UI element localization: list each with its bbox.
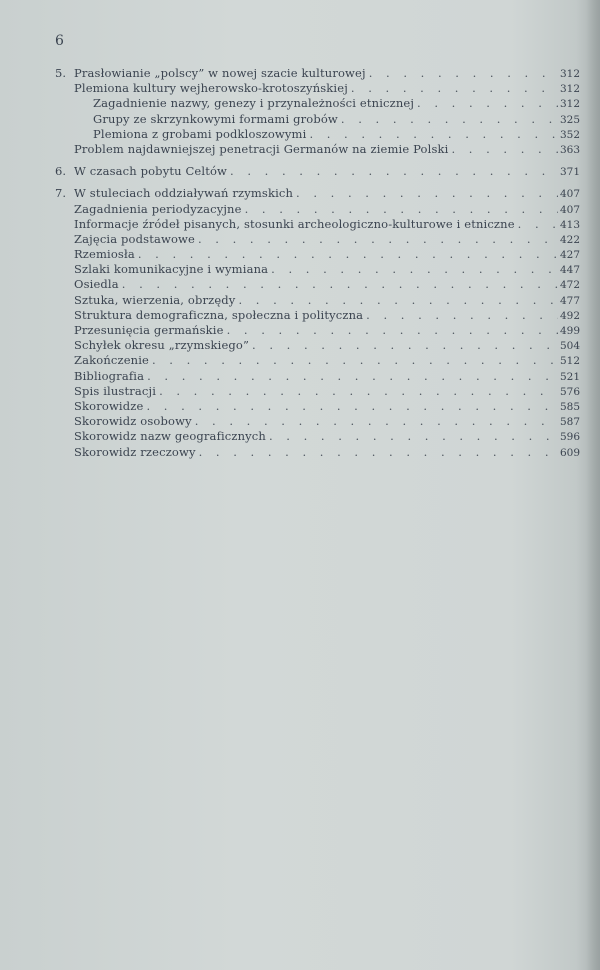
toc-entry <box>55 186 580 201</box>
toc-entry-page: 576 <box>559 385 580 398</box>
toc-leader-dots <box>348 81 558 96</box>
page-number: 6 <box>55 33 64 49</box>
toc-entry <box>55 202 580 217</box>
toc-leader-dots <box>293 186 558 201</box>
toc-entry <box>55 127 580 142</box>
toc-entry-title: Rzemiosła <box>74 247 135 262</box>
toc-leader-dots <box>135 247 558 262</box>
toc-entry-title: Sztuka, wierzenia, obrzędy <box>74 292 236 307</box>
toc-entry-page: 609 <box>559 446 580 459</box>
toc-entry-page: 407 <box>559 188 580 201</box>
toc-entry <box>55 429 580 444</box>
toc-leader-dots <box>363 308 558 323</box>
toc-entry-title: Skorowidz nazw geograficznych <box>74 429 266 444</box>
toc-leader-dots <box>448 142 558 157</box>
toc-entry <box>55 164 580 179</box>
toc-leader-dots <box>242 202 558 217</box>
toc-entry-title: Informacje źródeł pisanych, stosunki archeologiczno-kulturowe i etniczne <box>74 216 515 231</box>
toc-leader-dots <box>268 262 558 277</box>
toc-entry-title: Problem najdawniejszej penetracji Germanów na ziemie Polski <box>74 141 449 156</box>
toc-entry <box>55 217 580 232</box>
toc-entry-title: W czasach pobytu Celtów <box>74 164 228 179</box>
toc-leader-dots <box>366 66 558 81</box>
toc-entry-page: 499 <box>559 325 580 337</box>
toc-entry <box>55 353 580 368</box>
toc-entry <box>55 96 580 111</box>
binding-shadow <box>586 0 600 970</box>
toc-entry-page: 447 <box>559 264 580 277</box>
toc-entry <box>55 384 580 399</box>
toc-entry <box>55 323 580 338</box>
toc-entry-title: Zajęcia podstawowe <box>74 231 195 246</box>
toc-leader-dots <box>144 369 558 384</box>
toc-entry-page: 512 <box>559 355 580 368</box>
toc-leader-dots <box>195 232 558 247</box>
toc-entry-page: 587 <box>559 416 580 429</box>
toc-entry-title: Struktura demograficzna, społeczna i polityczna <box>74 307 364 322</box>
toc-leader-dots <box>149 353 558 368</box>
toc-entry-title: Osiedla <box>74 277 119 292</box>
toc-entry-page: 521 <box>559 370 580 383</box>
toc-entry-title: Schyłek okresu „rzymskiego” <box>74 338 250 353</box>
toc-entry-title: Plemiona kultury wejherowsko-krotoszyńskiej <box>74 81 348 96</box>
toc-leader-dots <box>414 96 558 111</box>
toc-entry-title: Grupy ze skrzynkowymi formami grobów <box>93 111 338 126</box>
toc-leader-dots <box>515 217 558 232</box>
toc-leader-dots <box>338 112 558 127</box>
toc-entry-page: 472 <box>559 279 580 292</box>
toc-entry-title: Zakończenie <box>74 353 149 368</box>
toc-entry-page: 407 <box>559 203 580 216</box>
toc-entry <box>55 308 580 323</box>
toc-entry-page: 585 <box>559 400 580 413</box>
toc-entry <box>55 369 580 384</box>
table-of-contents <box>55 66 580 460</box>
toc-entry-page: 413 <box>559 218 580 231</box>
toc-entry-title: W stuleciach oddziaływań rzymskich <box>74 186 294 201</box>
toc-entry-title: Skorowidz rzeczowy <box>74 444 196 459</box>
toc-entry <box>55 81 580 96</box>
toc-entry-title: Prasłowianie „polscy” w nowej szacie kulturowej <box>74 66 366 80</box>
toc-entry-page: 427 <box>559 249 580 262</box>
toc-entry-page: 312 <box>559 83 580 96</box>
toc-entry <box>55 232 580 247</box>
toc-entry <box>55 247 580 262</box>
toc-entry-page: 492 <box>559 309 580 322</box>
toc-entry-title: Zagadnienia periodyzacyjne <box>74 201 242 216</box>
toc-leader-dots <box>266 429 558 444</box>
toc-leader-dots <box>156 384 558 399</box>
toc-entry <box>55 66 580 81</box>
toc-entry-page: 596 <box>559 431 580 444</box>
toc-entry-title: Skorowidze <box>74 398 144 413</box>
toc-entry <box>55 338 580 353</box>
toc-leader-dots <box>306 127 558 142</box>
toc-leader-dots <box>235 293 558 308</box>
toc-entry-title: Plemiona z grobami podkloszowymi <box>93 126 307 141</box>
toc-entry-page: 422 <box>559 233 580 246</box>
toc-leader-dots <box>227 164 558 179</box>
toc-entry <box>55 293 580 308</box>
toc-entry-page: 363 <box>559 143 580 156</box>
toc-leader-dots <box>196 445 558 460</box>
toc-entry-page: 504 <box>559 340 580 353</box>
toc-entry-page: 312 <box>559 68 580 80</box>
toc-entry <box>55 142 580 157</box>
toc-entry <box>55 262 580 277</box>
toc-entry <box>55 277 580 292</box>
toc-entry-number: 6. <box>55 164 66 179</box>
toc-entry-page: 352 <box>559 128 580 141</box>
toc-leader-dots <box>192 414 558 429</box>
toc-leader-dots <box>143 399 558 414</box>
toc-entry-title: Skorowidz osobowy <box>74 414 192 429</box>
toc-entry-title: Spis ilustracji <box>74 383 157 398</box>
toc-entry-page: 371 <box>559 166 580 179</box>
toc-entry-title: Bibliografia <box>74 368 145 383</box>
toc-entry <box>55 445 580 460</box>
toc-leader-dots <box>249 338 558 353</box>
toc-entry <box>55 414 580 429</box>
toc-entry-title: Przesunięcia germańskie <box>74 323 224 337</box>
toc-entry-page: 312 <box>559 98 580 111</box>
toc-entry <box>55 399 580 414</box>
toc-entry-title: Zagadnienie nazwy, genezy i przynależności etnicznej <box>93 96 415 111</box>
toc-entry-page: 325 <box>559 113 580 126</box>
toc-entry <box>55 112 580 127</box>
toc-entry-number: 7. <box>55 186 66 201</box>
toc-entry-title: Szlaki komunikacyjne i wymiana <box>74 262 269 277</box>
toc-entry-page: 477 <box>559 294 580 307</box>
toc-leader-dots <box>119 277 558 292</box>
toc-leader-dots <box>224 323 558 338</box>
toc-entry-number: 5. <box>55 66 66 80</box>
